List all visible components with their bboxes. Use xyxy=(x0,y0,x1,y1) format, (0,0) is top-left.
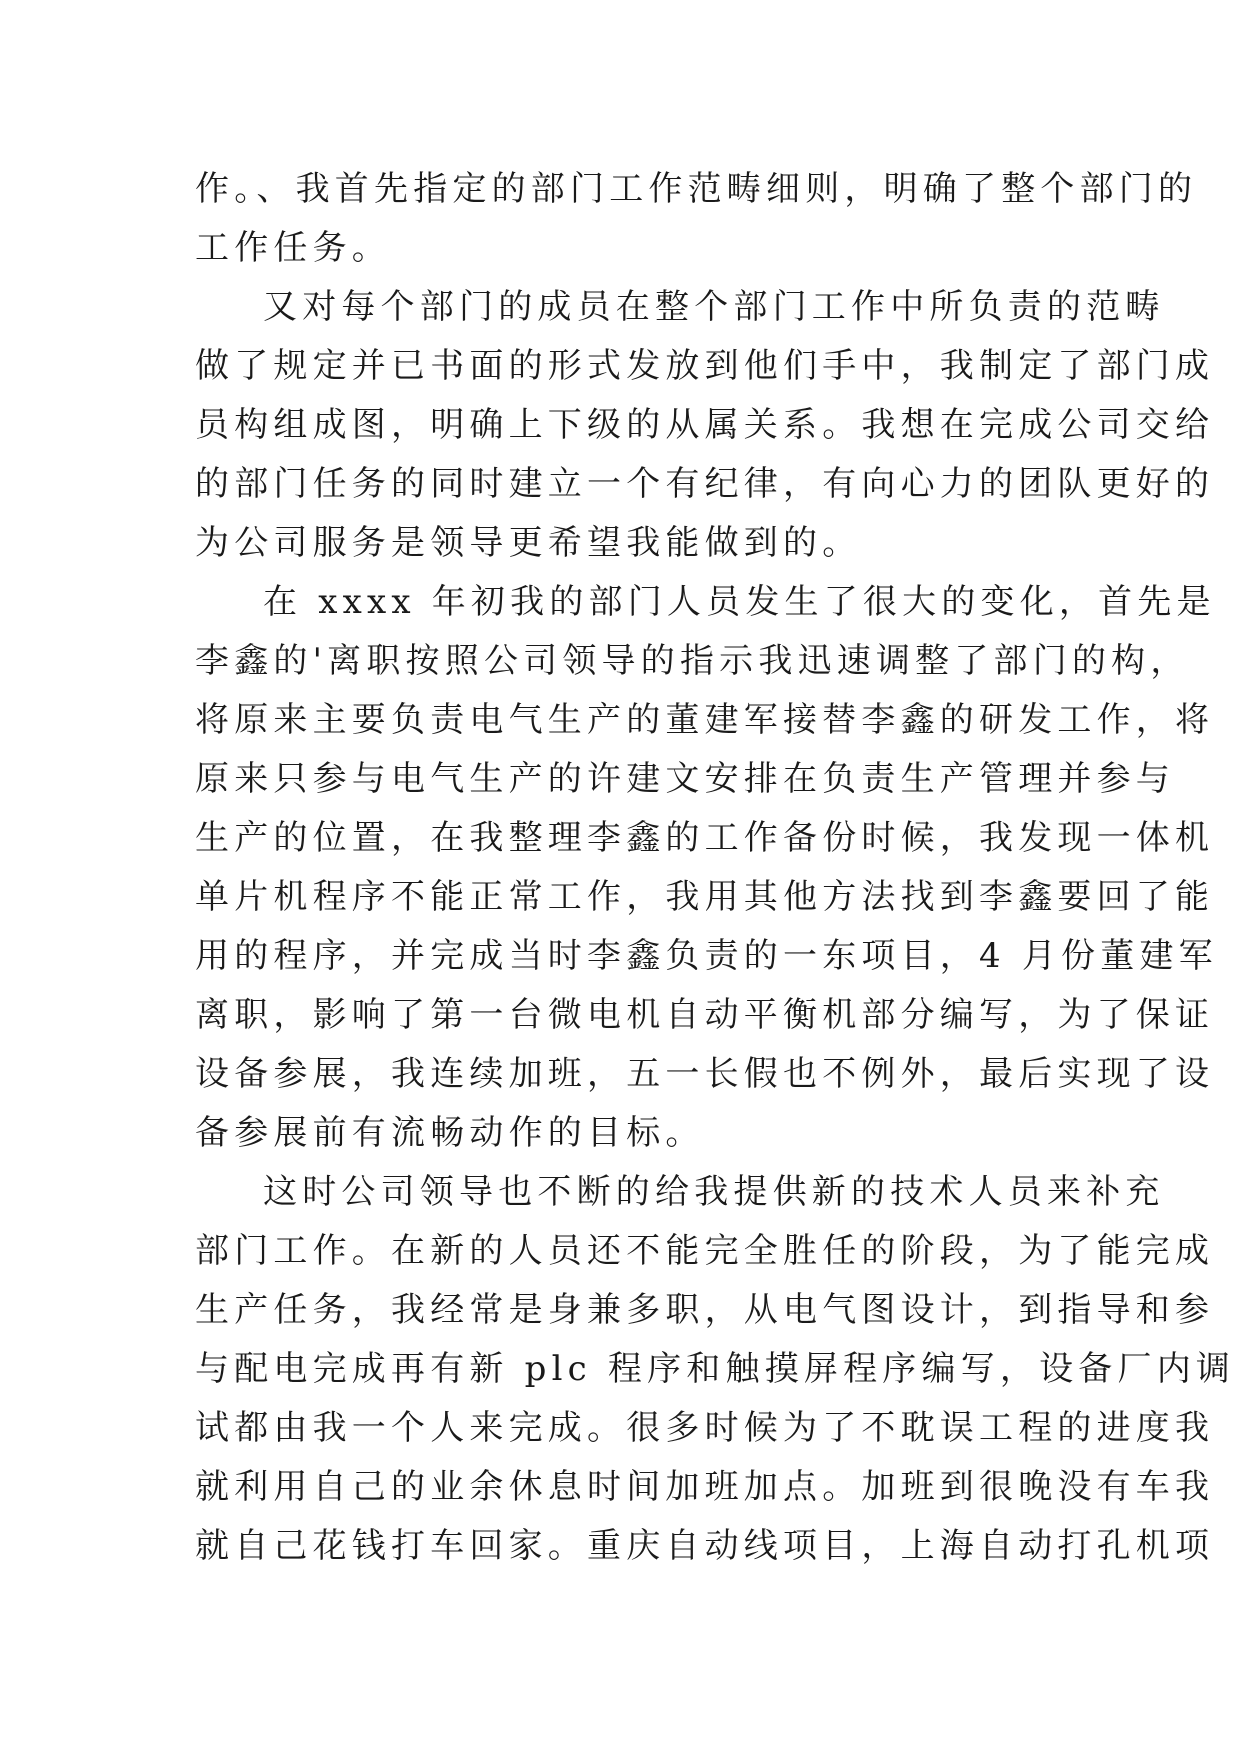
text-line: 李鑫的'离职按照公司领导的指示我迅速调整了部门的构， xyxy=(195,641,1190,681)
text-line: 单片机程序不能正常工作，我用其他方法找到李鑫要回了能 xyxy=(195,877,1215,917)
text-line: 员构组成图，明确上下级的从属关系。我想在完成公司交给 xyxy=(195,405,1215,445)
text-line: 部门工作。在新的人员还不能完全胜任的阶段，为了能完成 xyxy=(195,1231,1215,1271)
text-line: 在 xxxx 年初我的部门人员发生了很大的变化，首先是 xyxy=(263,582,1216,622)
text-line: 又对每个部门的成员在整个部门工作中所负责的范畴 xyxy=(263,287,1165,327)
text-line: 设备参展，我连续加班，五一长假也不例外，最后实现了设 xyxy=(195,1054,1215,1094)
text-line: 将原来主要负责电气生产的董建军接替李鑫的研发工作，将 xyxy=(195,700,1215,740)
text-line: 生产任务，我经常是身兼多职，从电气图设计，到指导和参 xyxy=(195,1290,1215,1330)
text-line: 备参展前有流畅动作的目标。 xyxy=(195,1113,705,1153)
text-line: 就自己花钱打车回家。重庆自动线项目，上海自动打孔机项 xyxy=(195,1526,1215,1566)
text-line: 这时公司领导也不断的给我提供新的技术人员来补充 xyxy=(263,1172,1165,1212)
text-line: 的部门任务的同时建立一个有纪律，有向心力的团队更好的 xyxy=(195,464,1215,504)
text-line: 做了规定并已书面的形式发放到他们手中，我制定了部门成 xyxy=(195,346,1215,386)
text-line: 用的程序，并完成当时李鑫负责的一东项目，4 月份董建军 xyxy=(195,936,1218,976)
body-text xyxy=(195,160,1236,1576)
text-line: 就利用自己的业余休息时间加班加点。加班到很晚没有车我 xyxy=(195,1467,1215,1507)
text-line: 生产的位置，在我整理李鑫的工作备份时候，我发现一体机 xyxy=(195,818,1215,858)
text-line: 作。、我首先指定的部门工作范畴细则，明确了整个部门的 xyxy=(195,169,1198,209)
text-line: 试都由我一个人来完成。很多时候为了不耽误工程的进度我 xyxy=(195,1408,1215,1448)
text-line: 工作任务。 xyxy=(195,228,391,268)
text-line: 为公司服务是领导更希望我能做到的。 xyxy=(195,523,862,563)
text-line: 离职，影响了第一台微电机自动平衡机部分编写，为了保证 xyxy=(195,995,1215,1035)
text-line: 与配电完成再有新 plc 程序和触摸屏程序编写，设备厂内调 xyxy=(195,1349,1236,1389)
text-line: 原来只参与电气生产的许建文安排在负责生产管理并参与 xyxy=(195,759,1175,799)
